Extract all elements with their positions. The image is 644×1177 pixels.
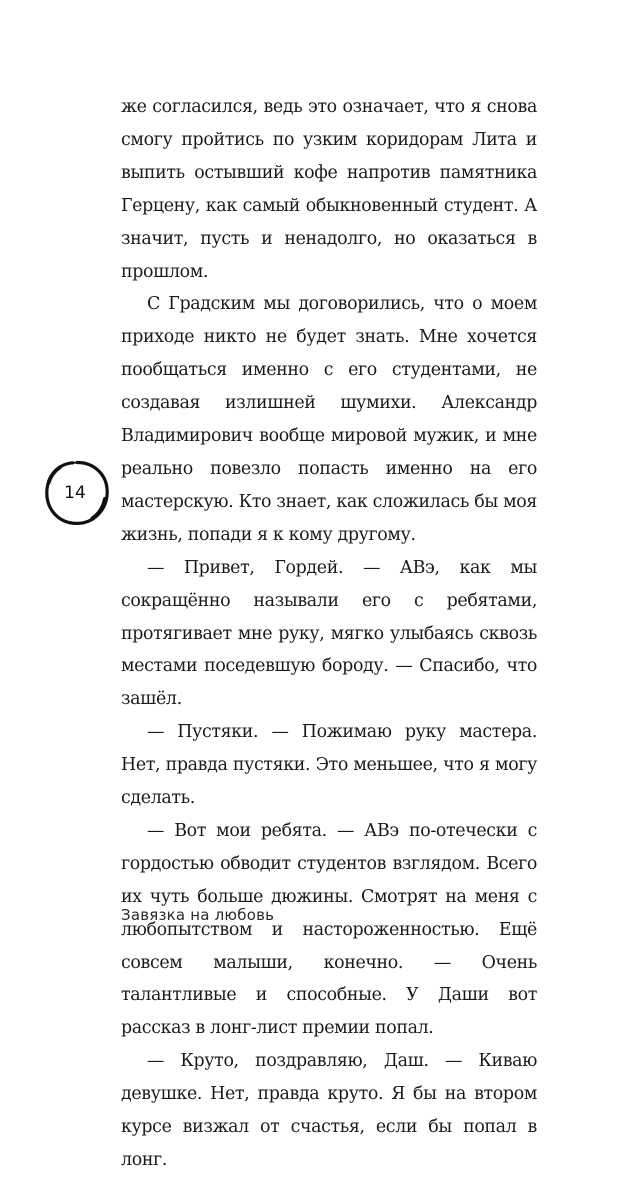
paragraph-3: — Привет, Гордей. — АВэ, как мы сокращённо называли его с ребятами, протягивает мне руку, мягко улыбаясь сквозь местами поседевшую бороду. — Спасибо, что зашёл. (121, 557, 537, 710)
page-number-badge (43, 459, 111, 527)
paragraph-5: — Вот мои ребята. — АВэ по-отечески с гордостью обводит студентов взглядом. Всего их чуть больше дюжины. Смотрят на меня с любопытством и настороженностью. Ещё совсем малыши, конечно. — Очень талантливые и способные. У Даши вот рассказ в лонг-лист премии попал. (121, 820, 537, 1039)
paragraph-2: С Градским мы договорились, что о моем приходе никто не будет знать. Мне хочется пообщаться именно с его студентами, не создавая излишней шумихи. Александр Владимирович вообще мировой мужик, и мне реально повезло попасть именно на его мастерскую. Кто знает, как сложилась бы моя жизнь, попади я к кому другому. (121, 294, 537, 545)
page-number: 14 (64, 483, 86, 503)
body-text (121, 91, 537, 1177)
paragraph-1: же согласился, ведь это означает, что я снова смогу пройтись по узким коридорам Лита и выпить остывший кофе напротив памятника Герцену, как самый обыкновенный студент. А значит, пусть и ненадолго, но оказаться в прошлом. (121, 97, 537, 282)
running-footer: Завязка на любовь (121, 906, 275, 924)
paragraph-4: — Пустяки. — Пожимаю руку мастера. Нет, правда пустяки. Это меньшее, что я могу сделать. (121, 722, 537, 809)
paragraph-6: — Круто, поздравляю, Даш. — Киваю девушке. Нет, правда круто. Я бы на втором курсе визжал от счастья, если бы попал в лонг. (121, 1051, 537, 1170)
